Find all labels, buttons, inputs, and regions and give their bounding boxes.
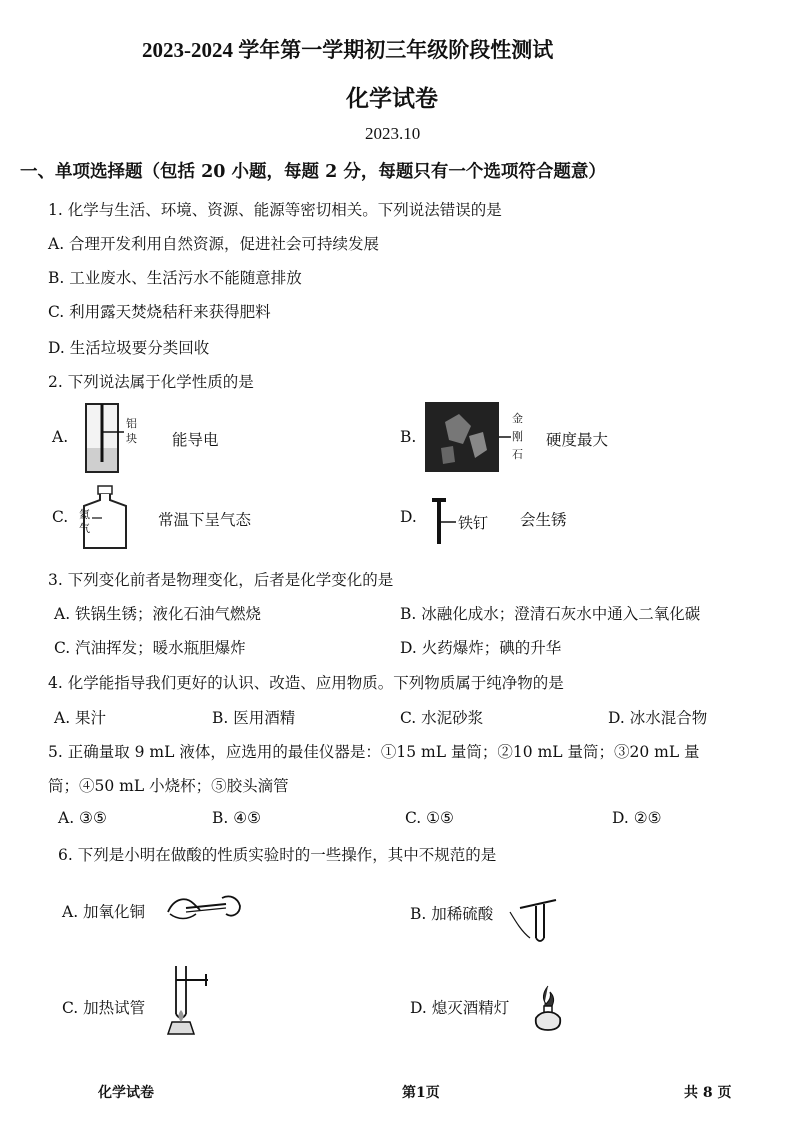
question-6-option-c: C. 加热试管 — [62, 999, 146, 1017]
question-2-option-c-text: 常温下呈气态 — [158, 511, 252, 529]
question-2-option-b-text: 硬度最大 — [546, 431, 609, 449]
question-5-option-c: C. ①⑤ — [405, 809, 454, 827]
fig-label-diamond-1: 金 — [512, 412, 523, 425]
aluminum-block-icon — [84, 402, 128, 474]
question-1-option-a: A. 合理开发利用自然资源，促进社会可持续发展 — [48, 235, 380, 253]
question-2-option-c-letter: C. — [52, 508, 69, 526]
question-4-stem: 4. 化学能指导我们更好的认识、改造、应用物质。下列物质属于纯净物的是 — [48, 674, 564, 692]
exam-title: 2023-2024 学年第一学期初三年级阶段性测试 — [142, 38, 554, 62]
question-4-option-c: C. 水泥砂浆 — [400, 709, 484, 727]
question-4-option-b: B. 医用酒精 — [212, 709, 296, 727]
question-5-option-a: A. ③⑤ — [58, 809, 107, 827]
footer-total-pages: 共 8 页 — [684, 1085, 732, 1101]
footer-subject: 化学试卷 — [98, 1085, 154, 1101]
footer-page-number: 第1页 — [402, 1085, 440, 1101]
question-5-stem-line-1: 5. 正确量取 9 mL 液体，应选用的最佳仪器是：①15 mL 量筒；②10 mL 量筒；③20 mL 量 — [48, 743, 700, 761]
question-2-option-d-text: 会生锈 — [520, 511, 567, 529]
iron-nail-icon — [430, 496, 460, 548]
question-1-option-c: C. 利用露天焚烧秸秆来获得肥料 — [48, 303, 271, 321]
question-2-option-a-text: 能导电 — [172, 431, 219, 449]
question-6-option-b: B. 加稀硫酸 — [410, 905, 494, 923]
fig-label-diamond-2: 刚 — [512, 430, 523, 443]
question-6-stem: 6. 下列是小明在做酸的性质实验时的一些操作，其中不规范的是 — [58, 846, 497, 864]
question-6-option-d: D. 熄灭酒精灯 — [410, 999, 510, 1017]
question-1-option-b: B. 工业废水、生活污水不能随意排放 — [48, 269, 302, 287]
question-1-option-d: D. 生活垃圾要分类回收 — [48, 339, 210, 357]
question-2-option-a-letter: A. — [52, 428, 69, 446]
question-2-option-d-letter: D. — [400, 508, 417, 526]
add-copper-oxide-figure-icon — [164, 890, 246, 926]
question-5-option-b: B. ④⑤ — [212, 809, 262, 827]
fig-label-nail: 铁钉 — [458, 514, 489, 532]
question-5-stem-line-2: 筒；④50 mL 小烧杯；⑤胶头滴管 — [48, 777, 289, 795]
add-dilute-acid-figure-icon — [506, 892, 558, 948]
section-heading: 一、单项选择题（包括 20 小题，每题 2 分，每题只有一个选项符合题意） — [20, 162, 606, 182]
diamond-photo-icon — [425, 402, 513, 474]
question-3-option-d: D. 火药爆炸；碘的升华 — [400, 639, 562, 657]
exam-date: 2023.10 — [365, 124, 421, 143]
question-4-option-a: A. 果汁 — [54, 709, 107, 727]
heat-test-tube-figure-icon — [162, 964, 214, 1036]
question-2-option-b-letter: B. — [400, 428, 417, 446]
fig-label-helium-1: 氦 — [79, 508, 90, 521]
question-6-option-a: A. 加氧化铜 — [62, 903, 146, 921]
fig-label-helium-2: 气 — [79, 522, 90, 535]
question-3-option-c: C. 汽油挥发；暖水瓶胆爆炸 — [54, 639, 246, 657]
question-4-option-d: D. 冰水混合物 — [608, 709, 708, 727]
fig-label-diamond-3: 石 — [512, 448, 523, 461]
question-2-stem: 2. 下列说法属于化学性质的是 — [48, 373, 254, 391]
alcohol-lamp-figure-icon — [530, 984, 566, 1034]
fig-label-aluminum-2: 块 — [126, 432, 137, 445]
question-3-option-a: A. 铁锅生锈；液化石油气燃烧 — [54, 605, 262, 623]
question-1-stem: 1. 化学与生活、环境、资源、能源等密切相关。下列说法错误的是 — [48, 201, 502, 219]
question-3-option-b: B. 冰融化成水；澄清石灰水中通入二氧化碳 — [400, 605, 701, 623]
fig-label-aluminum-1: 铝 — [126, 417, 137, 430]
question-3-stem: 3. 下列变化前者是物理变化，后者是化学变化的是 — [48, 571, 394, 589]
question-5-option-d: D. ②⑤ — [612, 809, 662, 827]
exam-subject: 化学试卷 — [346, 85, 438, 112]
